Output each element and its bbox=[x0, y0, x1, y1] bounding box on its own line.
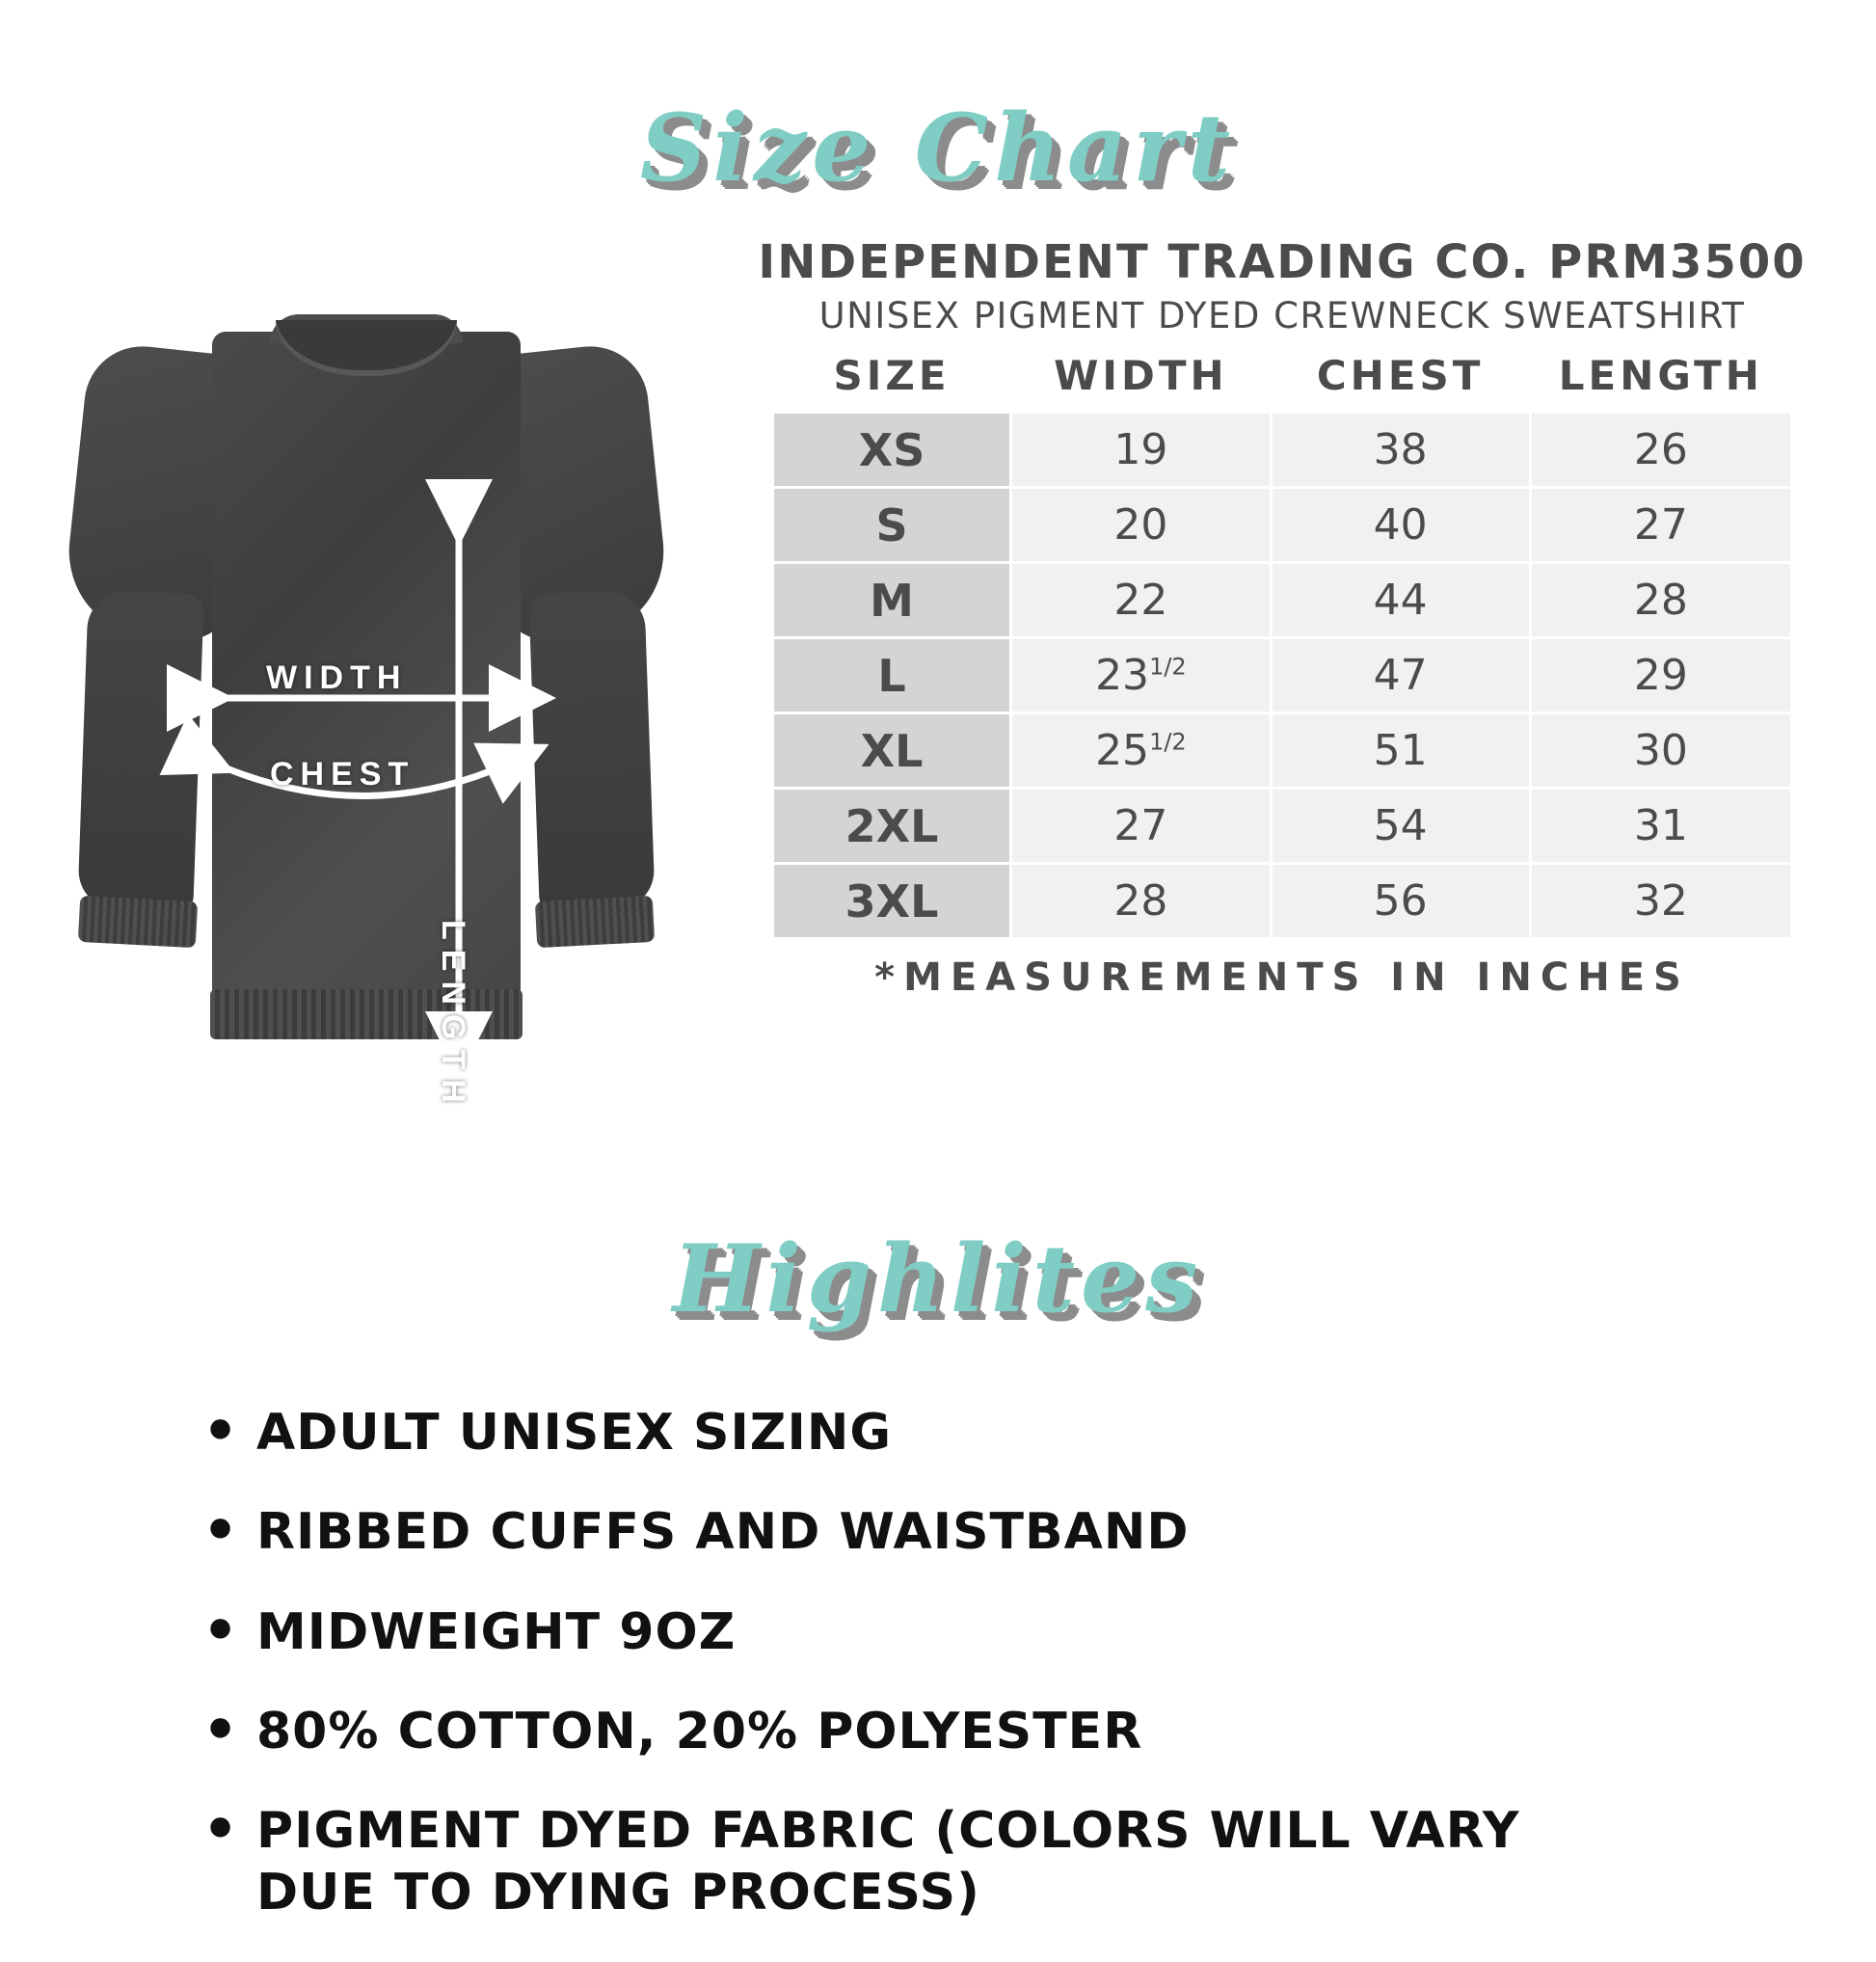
table-row bbox=[773, 638, 1792, 713]
cell-size: 2XL bbox=[773, 789, 1011, 864]
cell-width: $25^{1/2}$ bbox=[1011, 713, 1271, 789]
list-item: • ADULT UNISEX SIZING bbox=[202, 1403, 1587, 1464]
cell-width: $23^{1/2}$ bbox=[1011, 638, 1271, 713]
cell-chest: 38 bbox=[1271, 413, 1530, 488]
table-row bbox=[773, 488, 1792, 563]
cell-size: XL bbox=[773, 713, 1011, 789]
column-header-chest: CHEST bbox=[1316, 352, 1485, 400]
cell-length: 31 bbox=[1530, 789, 1791, 864]
cell-chest: 51 bbox=[1271, 713, 1530, 789]
cell-length: 32 bbox=[1530, 864, 1791, 939]
length-label: LENGTH bbox=[435, 920, 471, 1114]
size-table bbox=[771, 350, 1793, 940]
cell-size: 3XL bbox=[773, 864, 1011, 939]
column-header-width: WIDTH bbox=[1054, 352, 1228, 400]
table-header-row bbox=[773, 350, 1792, 413]
page-title-highlites: Highlites bbox=[672, 1223, 1204, 1333]
waistband bbox=[210, 989, 523, 1039]
garment-illustration bbox=[29, 245, 704, 1114]
list-item: • PIGMENT DYED FABRIC (COLORS WILL VARY DUE TO DYING PROCESS) bbox=[202, 1801, 1587, 1923]
cell-length: 27 bbox=[1530, 488, 1791, 563]
cell-length: 30 bbox=[1530, 713, 1791, 789]
product-description: UNISEX PIGMENT DYED CREWNECK SWEATSHIRT bbox=[818, 295, 1746, 337]
cell-chest: 47 bbox=[1271, 638, 1530, 713]
table-row bbox=[773, 864, 1792, 939]
cell-chest: 40 bbox=[1271, 488, 1530, 563]
highlites-section bbox=[0, 1156, 1876, 1962]
list-item: • RIBBED CUFFS AND WAISTBAND bbox=[202, 1502, 1587, 1563]
cell-size: S bbox=[773, 488, 1011, 563]
cell-size: M bbox=[773, 563, 1011, 638]
size-table-panel bbox=[713, 235, 1851, 1000]
table-row bbox=[773, 713, 1792, 789]
cell-length: 26 bbox=[1530, 413, 1791, 488]
cell-width: 19 bbox=[1011, 413, 1271, 488]
cuff-left bbox=[78, 896, 198, 948]
brand-line: INDEPENDENT TRADING CO. PRM3500 bbox=[758, 235, 1807, 290]
cell-chest: 44 bbox=[1271, 563, 1530, 638]
cell-size: XS bbox=[773, 413, 1011, 488]
cell-length: 28 bbox=[1530, 563, 1791, 638]
list-item: • 80% COTTON, 20% POLYESTER bbox=[202, 1702, 1587, 1762]
table-row bbox=[773, 563, 1792, 638]
highlites-list bbox=[0, 1403, 1876, 1924]
table-row bbox=[773, 413, 1792, 488]
size-chart-section bbox=[0, 235, 1876, 1122]
cell-width: 28 bbox=[1011, 864, 1271, 939]
sleeve-lower-right bbox=[528, 590, 655, 912]
cell-width: 22 bbox=[1011, 563, 1271, 638]
cell-size: L bbox=[773, 638, 1011, 713]
cell-chest: 54 bbox=[1271, 789, 1530, 864]
column-header-length: LENGTH bbox=[1558, 352, 1763, 400]
table-row bbox=[773, 789, 1792, 864]
cell-chest: 56 bbox=[1271, 864, 1530, 939]
cell-width: 20 bbox=[1011, 488, 1271, 563]
cell-width: 27 bbox=[1011, 789, 1271, 864]
list-item: • MIDWEIGHT 9OZ bbox=[202, 1602, 1587, 1663]
chest-label: CHEST bbox=[270, 756, 415, 793]
page-title-size-chart: Size Chart bbox=[639, 94, 1237, 203]
column-header-size: SIZE bbox=[833, 352, 951, 400]
cuff-right bbox=[535, 896, 655, 948]
width-label: WIDTH bbox=[266, 659, 408, 697]
measurement-note: *MEASUREMENTS IN INCHES bbox=[874, 955, 1690, 1001]
sleeve-lower-left bbox=[77, 590, 203, 912]
cell-length: 29 bbox=[1530, 638, 1791, 713]
